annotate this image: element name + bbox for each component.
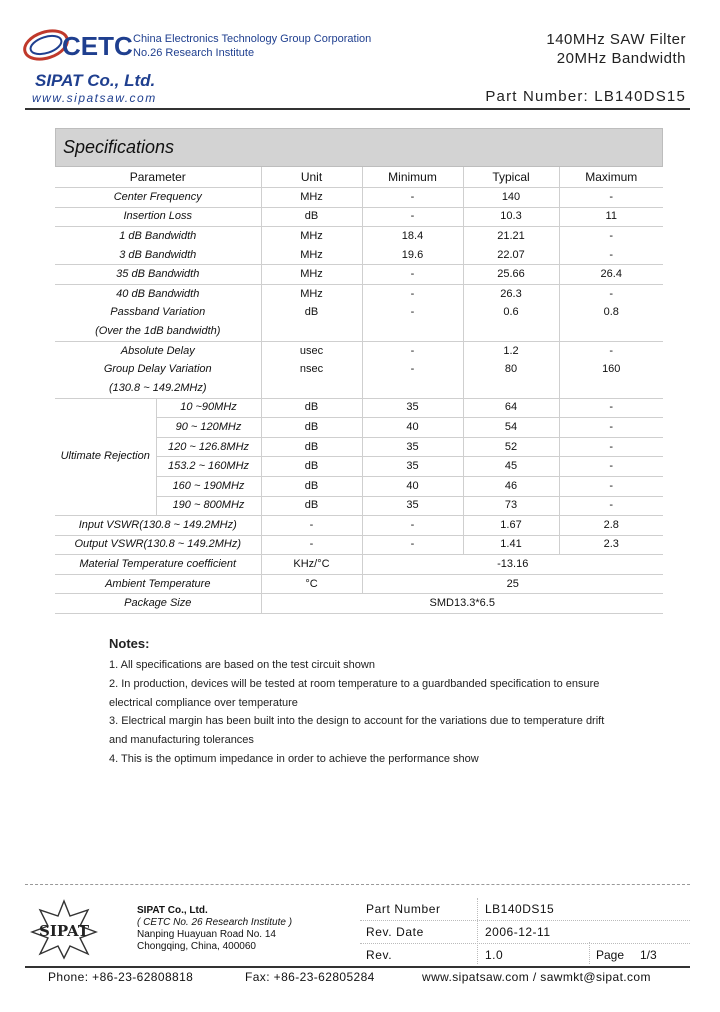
cell-max: - [559, 188, 663, 208]
specifications-section [55, 128, 663, 614]
table-row [55, 516, 663, 536]
meta-date-label: Rev. Date [366, 925, 424, 939]
cell-max: 2.3 [559, 535, 663, 555]
empty-cell [559, 322, 663, 341]
cell-unit: dB [261, 437, 362, 457]
cell-max: 2.8 [559, 516, 663, 536]
col-header-parameter: Parameter [55, 167, 261, 188]
part-number-heading: Part Number: LB140DS15 [485, 88, 686, 105]
cell-typ: 46 [463, 476, 559, 496]
meta-row-rev [360, 944, 690, 967]
table-row [55, 555, 663, 575]
cell-unit: °C [261, 574, 362, 594]
param-note: (Over the 1dB bandwidth) [55, 322, 261, 341]
cell-max: - [559, 227, 663, 246]
cell-max: 26.4 [559, 265, 663, 285]
cell-min: - [362, 284, 463, 303]
contact-web-email: www.sipatsaw.com / sawmkt@sipat.com [422, 970, 651, 984]
param-label: 35 dB Bandwidth [55, 265, 261, 285]
param-note: (130.8 ~ 149.2MHz) [55, 379, 261, 398]
cell-unit: dB [261, 496, 362, 516]
cell-min: 35 [362, 457, 463, 477]
cell-min: - [362, 341, 463, 360]
cell-min: 40 [362, 418, 463, 438]
cell-min: 35 [362, 496, 463, 516]
table-row [55, 284, 663, 303]
cell-typ: 64 [463, 398, 559, 418]
cell-typ: 1.2 [463, 341, 559, 360]
cell-typ: 1.67 [463, 516, 559, 536]
sipat-logo-text: SIPAT [38, 922, 90, 940]
table-row [55, 379, 663, 398]
rejection-group-label: Ultimate Rejection [55, 398, 156, 516]
cell-min: - [362, 304, 463, 323]
note-item: 1. All specifications are based on the test circuit shown [109, 659, 375, 671]
cell-typ: 25.66 [463, 265, 559, 285]
param-label: Input VSWR(130.8 ~ 149.2MHz) [55, 516, 261, 536]
footer-divider-bottom [25, 966, 690, 968]
table-row [55, 341, 663, 360]
param-label: Output VSWR(130.8 ~ 149.2MHz) [55, 535, 261, 555]
cell-unit: dB [261, 418, 362, 438]
cell-min: 35 [362, 437, 463, 457]
meta-page-value: 1/3 [640, 948, 657, 962]
org-line-2: No.26 Research Institute [133, 47, 255, 59]
rejection-range: 190 ~ 800MHz [156, 496, 261, 516]
table-row [55, 188, 663, 208]
company-website: www.sipatsaw.com [32, 91, 157, 105]
cell-min: - [362, 207, 463, 227]
company-name: SIPAT Co., Ltd. [35, 71, 156, 90]
param-label: Insertion Loss [55, 207, 261, 227]
footer-road: Nanping Huayuan Road No. 14 [137, 929, 276, 940]
cell-typ: 52 [463, 437, 559, 457]
param-label: Absolute Delay [120, 344, 195, 357]
organization-name [133, 32, 371, 60]
empty-cell [463, 379, 559, 398]
table-row [55, 227, 663, 246]
cell-unit: dB [261, 398, 362, 418]
param-label: Center Frequency [55, 188, 261, 208]
product-title-line-2: 20MHz Bandwidth [556, 50, 686, 67]
contact-phone: Phone: +86-23-62808818 [48, 970, 194, 984]
cell-min: 35 [362, 398, 463, 418]
header-divider [25, 108, 690, 110]
note-item: 4. This is the optimum impedance in order to achieve the performance show [109, 752, 479, 765]
rejection-range: 120 ~ 126.8MHz [156, 437, 261, 457]
cell-max: 160 [559, 360, 663, 379]
table-row [55, 398, 663, 418]
meta-rev-value: 1.0 [485, 948, 504, 962]
cell-unit: MHz [261, 265, 362, 285]
footer-address [137, 905, 292, 953]
rejection-range: 10 ~90MHz [156, 398, 261, 418]
cell-max: - [559, 341, 663, 360]
cell-max: 0.8 [559, 304, 663, 323]
notes-section [109, 634, 629, 769]
specifications-title: Specifications [55, 128, 663, 166]
cell-typ: 26.3 [463, 284, 559, 303]
param-label: Group Delay Variation [103, 363, 212, 376]
cell-unit: - [261, 535, 362, 555]
col-header-maximum: Maximum [559, 167, 663, 188]
footer-divider-top [25, 884, 690, 885]
param-label: Package Size [55, 594, 261, 614]
cell-unit: dB [261, 207, 362, 227]
table-row [55, 207, 663, 227]
cell-unit: dB [261, 304, 362, 323]
cell-max: - [559, 246, 663, 265]
contact-fax: Fax: +86-23-62805284 [245, 970, 375, 984]
cell-unit: KHz/°C [261, 555, 362, 575]
empty-cell [362, 379, 463, 398]
param-label: Passband Variation [110, 306, 206, 319]
param-label: 40 dB Bandwidth [116, 287, 200, 300]
footer-city: Chongqing, China, 400060 [137, 941, 256, 952]
cell-min: 18.4 [362, 227, 463, 246]
cell-unit: MHz [261, 227, 362, 246]
cell-min: - [362, 360, 463, 379]
cetc-wordmark: CETC [62, 31, 133, 61]
notes-title: Notes: [109, 636, 150, 651]
cell-typ: 45 [463, 457, 559, 477]
empty-cell [261, 379, 362, 398]
org-line-1: China Electronics Technology Group Corporation [133, 33, 372, 45]
table-row [55, 535, 663, 555]
note-item: 2. In production, devices will be tested at room temperature to a guardbanded specification to ensure [109, 677, 600, 690]
cell-typ: 54 [463, 418, 559, 438]
table-row [55, 265, 663, 285]
empty-cell [261, 322, 362, 341]
cell-max: - [559, 418, 663, 438]
param-label: Material Temperature coefficient [55, 555, 261, 575]
meta-rev-label: Rev. [366, 948, 393, 962]
cell-unit: - [261, 516, 362, 536]
cell-typ: 73 [463, 496, 559, 516]
cell-min: - [362, 516, 463, 536]
table-row [55, 360, 663, 379]
col-header-minimum: Minimum [362, 167, 463, 188]
cell-max: - [559, 457, 663, 477]
param-label: Ambient Temperature [55, 574, 261, 594]
table-row [55, 304, 663, 323]
sipat-logo-icon [30, 898, 98, 960]
empty-cell [463, 322, 559, 341]
cell-unit: dB [261, 476, 362, 496]
cell-unit: nsec [261, 360, 362, 379]
table-row [55, 322, 663, 341]
table-header-row [55, 167, 663, 188]
meta-row-part [360, 898, 690, 921]
rejection-range: 160 ~ 190MHz [156, 476, 261, 496]
cell-min: 40 [362, 476, 463, 496]
cell-typ: 10.3 [463, 207, 559, 227]
rejection-range: 153.2 ~ 160MHz [156, 457, 261, 477]
cell-typ: 21.21 [463, 227, 559, 246]
cell-unit: MHz [261, 188, 362, 208]
meta-part-label: Part Number [366, 902, 441, 916]
cell-unit: MHz [261, 284, 362, 303]
cell-typ: 140 [463, 188, 559, 208]
meta-row-date [360, 921, 690, 944]
cell-typ: 80 [463, 360, 559, 379]
cell-max: - [559, 398, 663, 418]
cell-unit: usec [261, 341, 362, 360]
note-item: electrical compliance over temperature [109, 696, 298, 709]
meta-page-label: Page [596, 948, 625, 962]
cell-max: - [559, 437, 663, 457]
specifications-table [55, 166, 663, 614]
table-row [55, 246, 663, 265]
col-header-unit: Unit [261, 167, 362, 188]
cell-unit: MHz [261, 246, 362, 265]
footer-institute: ( CETC No. 26 Research Institute ) [137, 917, 293, 928]
cell-min: - [362, 535, 463, 555]
cell-value: 25 [362, 574, 663, 594]
note-item: and manufacturing tolerances [109, 734, 254, 747]
footer-company: SIPAT Co., Ltd. [137, 905, 208, 916]
note-item: 3. Electrical margin has been built into the design to account for the variations due to temperature drift [109, 715, 605, 728]
cell-value: SMD13.3*6.5 [261, 594, 663, 614]
col-header-typical: Typical [463, 167, 559, 188]
cell-typ: 0.6 [463, 304, 559, 323]
cell-unit: dB [261, 457, 362, 477]
meta-part-value: LB140DS15 [485, 902, 555, 916]
cell-value: -13.16 [362, 555, 663, 575]
table-row [55, 574, 663, 594]
cell-max: - [559, 284, 663, 303]
cell-typ: 22.07 [463, 246, 559, 265]
param-label: 3 dB Bandwidth [55, 246, 261, 265]
empty-cell [559, 379, 663, 398]
cell-typ: 1.41 [463, 535, 559, 555]
product-title-line-1: 140MHz SAW Filter [546, 31, 686, 48]
table-row [55, 594, 663, 614]
cell-min: - [362, 265, 463, 285]
param-label: 1 dB Bandwidth [119, 229, 197, 242]
rejection-range: 90 ~ 120MHz [156, 418, 261, 438]
cell-max: 11 [559, 207, 663, 227]
empty-cell [362, 322, 463, 341]
product-title [546, 30, 686, 68]
cell-max: - [559, 476, 663, 496]
cell-min: 19.6 [362, 246, 463, 265]
cell-min: - [362, 188, 463, 208]
meta-date-value: 2006-12-11 [485, 925, 551, 939]
document-meta-table [360, 898, 690, 967]
cell-max: - [559, 496, 663, 516]
